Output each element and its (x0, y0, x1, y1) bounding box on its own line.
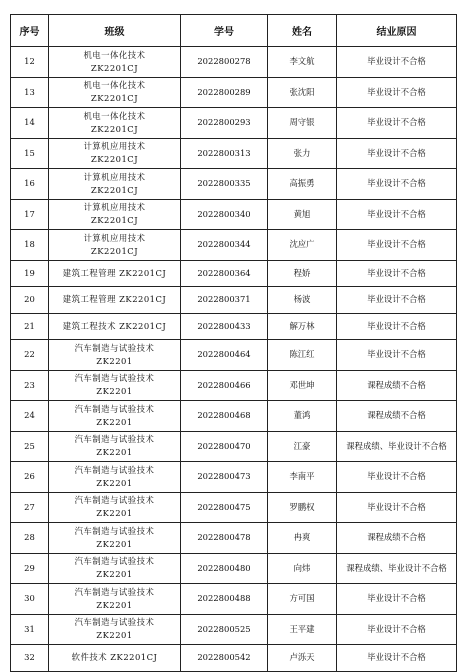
row-reason: 课程成绩不合格 (337, 523, 457, 554)
row-name: 张沈阳 (268, 77, 337, 108)
row-number: 22 (11, 340, 49, 371)
class-line: ZK2201CJ (90, 245, 139, 256)
row-number: 14 (11, 108, 49, 139)
row-class (49, 260, 181, 287)
row-student-id: 2022800473 (181, 462, 268, 493)
row-student-id: 2022800466 (181, 370, 268, 401)
row-name: 杨波 (268, 287, 337, 314)
table-row (11, 523, 457, 554)
graduation-table (10, 14, 457, 672)
row-class (49, 138, 181, 169)
table-row (11, 553, 457, 584)
row-class (49, 645, 181, 672)
class-line: ZK2201CJ (90, 93, 139, 104)
row-student-id: 2022800478 (181, 523, 268, 554)
table-row (11, 199, 457, 230)
table-row (11, 340, 457, 371)
row-number: 19 (11, 260, 49, 287)
row-number: 13 (11, 77, 49, 108)
table-row (11, 370, 457, 401)
header-class: 班级 (49, 15, 181, 47)
class-line: ZK2201 (96, 569, 133, 580)
class-line: ZK2201 (96, 447, 133, 458)
row-student-id: 2022800289 (181, 77, 268, 108)
row-name: 陈江红 (268, 340, 337, 371)
row-name: 邓世坤 (268, 370, 337, 401)
class-line: ZK2201 (96, 599, 133, 610)
class-line: ZK2201CJ (90, 123, 139, 134)
class-line: 汽车制造与试验技术 (74, 586, 155, 597)
class-line: 计算机应用技术 (83, 202, 146, 213)
row-class (49, 230, 181, 261)
row-class (49, 553, 181, 584)
row-number: 25 (11, 431, 49, 462)
table-row (11, 138, 457, 169)
row-number: 26 (11, 462, 49, 493)
row-class (49, 584, 181, 615)
class-line: ZK2201CJ (90, 184, 139, 195)
row-student-id: 2022800475 (181, 492, 268, 523)
row-student-id: 2022800468 (181, 401, 268, 432)
row-name: 李南平 (268, 462, 337, 493)
row-name: 李文航 (268, 47, 337, 78)
table-row (11, 230, 457, 261)
row-reason: 毕业设计不合格 (337, 199, 457, 230)
row-name: 程娇 (268, 260, 337, 287)
row-name: 方可国 (268, 584, 337, 615)
header-reason: 结业原因 (337, 15, 457, 47)
table-body (11, 47, 457, 672)
row-student-id: 2022800313 (181, 138, 268, 169)
row-class (49, 77, 181, 108)
class-line: ZK2201CJ (90, 62, 139, 73)
row-number: 23 (11, 370, 49, 401)
row-name: 冉爽 (268, 523, 337, 554)
table-row (11, 313, 457, 340)
table-row (11, 462, 457, 493)
row-name: 卢泺天 (268, 645, 337, 672)
table-row (11, 287, 457, 314)
class-line: 汽车制造与试验技术 (74, 464, 155, 475)
table-row (11, 108, 457, 139)
row-student-id: 2022800480 (181, 553, 268, 584)
class-line: ZK2201CJ (90, 215, 139, 226)
row-name: 黄旭 (268, 199, 337, 230)
row-number: 15 (11, 138, 49, 169)
row-class (49, 287, 181, 314)
header-name: 姓名 (268, 15, 337, 47)
row-number: 24 (11, 401, 49, 432)
class-line: ZK2201 (96, 630, 133, 641)
row-name: 解万林 (268, 313, 337, 340)
row-name: 董鸿 (268, 401, 337, 432)
class-line: ZK2201CJ (90, 154, 139, 165)
row-reason: 课程成绩、毕业设计不合格 (337, 431, 457, 462)
row-number: 32 (11, 645, 49, 672)
header-no: 序号 (11, 15, 49, 47)
row-number: 28 (11, 523, 49, 554)
row-class (49, 47, 181, 78)
class-line: 汽车制造与试验技术 (74, 495, 155, 506)
row-number: 29 (11, 553, 49, 584)
row-class (49, 614, 181, 645)
row-student-id: 2022800371 (181, 287, 268, 314)
row-number: 27 (11, 492, 49, 523)
row-class (49, 340, 181, 371)
class-line: ZK2201 (96, 386, 133, 397)
row-number: 18 (11, 230, 49, 261)
row-reason: 毕业设计不合格 (337, 584, 457, 615)
class-line: 机电一体化技术 (83, 49, 146, 60)
row-reason: 毕业设计不合格 (337, 169, 457, 200)
class-line: 汽车制造与试验技术 (74, 617, 155, 628)
row-number: 21 (11, 313, 49, 340)
class-line: ZK2201 (96, 477, 133, 488)
header-row (11, 15, 457, 47)
row-reason: 毕业设计不合格 (337, 47, 457, 78)
row-reason: 毕业设计不合格 (337, 492, 457, 523)
class-line: 计算机应用技术 (83, 232, 146, 243)
row-name: 罗鹏权 (268, 492, 337, 523)
row-reason: 毕业设计不合格 (337, 340, 457, 371)
row-student-id: 2022800340 (181, 199, 268, 230)
class-line: ZK2201 (96, 508, 133, 519)
class-line: ZK2201 (96, 416, 133, 427)
class-line: 汽车制造与试验技术 (74, 342, 155, 353)
row-class (49, 108, 181, 139)
row-reason: 毕业设计不合格 (337, 77, 457, 108)
class-line: ZK2201 (96, 538, 133, 549)
class-line: 软件技术 ZK2201CJ (71, 652, 158, 663)
class-line: 机电一体化技术 (83, 80, 146, 91)
row-student-id: 2022800344 (181, 230, 268, 261)
row-class (49, 199, 181, 230)
row-class (49, 462, 181, 493)
row-number: 16 (11, 169, 49, 200)
row-reason: 毕业设计不合格 (337, 614, 457, 645)
class-line: 建筑工程管理 ZK2201CJ (62, 267, 167, 278)
class-line: 汽车制造与试验技术 (74, 525, 155, 536)
row-student-id: 2022800488 (181, 584, 268, 615)
table-row (11, 401, 457, 432)
row-reason: 课程成绩不合格 (337, 370, 457, 401)
row-class (49, 169, 181, 200)
row-class (49, 401, 181, 432)
row-name: 沈应广 (268, 230, 337, 261)
row-number: 30 (11, 584, 49, 615)
row-number: 17 (11, 199, 49, 230)
class-line: 汽车制造与试验技术 (74, 373, 155, 384)
row-student-id: 2022800433 (181, 313, 268, 340)
class-line: 建筑工程技术 ZK2201CJ (62, 320, 167, 331)
table-row (11, 614, 457, 645)
class-line: 计算机应用技术 (83, 141, 146, 152)
row-name: 王平建 (268, 614, 337, 645)
row-student-id: 2022800542 (181, 645, 268, 672)
header-student-id: 学号 (181, 15, 268, 47)
table-row (11, 645, 457, 672)
row-number: 31 (11, 614, 49, 645)
row-student-id: 2022800525 (181, 614, 268, 645)
row-reason: 毕业设计不合格 (337, 138, 457, 169)
row-name: 张力 (268, 138, 337, 169)
row-reason: 课程成绩、毕业设计不合格 (337, 553, 457, 584)
class-line: 计算机应用技术 (83, 171, 146, 182)
row-class (49, 313, 181, 340)
class-line: ZK2201 (96, 355, 133, 366)
class-line: 汽车制造与试验技术 (74, 434, 155, 445)
table-row (11, 169, 457, 200)
row-class (49, 431, 181, 462)
row-reason: 毕业设计不合格 (337, 260, 457, 287)
row-name: 高振勇 (268, 169, 337, 200)
row-name: 周守银 (268, 108, 337, 139)
row-reason: 毕业设计不合格 (337, 645, 457, 672)
class-line: 机电一体化技术 (83, 110, 146, 121)
row-name: 向炜 (268, 553, 337, 584)
table-row (11, 77, 457, 108)
row-class (49, 370, 181, 401)
row-class (49, 492, 181, 523)
row-number: 12 (11, 47, 49, 78)
row-student-id: 2022800470 (181, 431, 268, 462)
table-row (11, 260, 457, 287)
row-number: 20 (11, 287, 49, 314)
row-student-id: 2022800278 (181, 47, 268, 78)
row-reason: 毕业设计不合格 (337, 287, 457, 314)
row-reason: 课程成绩不合格 (337, 401, 457, 432)
row-student-id: 2022800293 (181, 108, 268, 139)
row-name: 江豪 (268, 431, 337, 462)
row-class (49, 523, 181, 554)
class-line: 汽车制造与试验技术 (74, 556, 155, 567)
table-row (11, 47, 457, 78)
row-reason: 毕业设计不合格 (337, 313, 457, 340)
row-student-id: 2022800464 (181, 340, 268, 371)
row-student-id: 2022800364 (181, 260, 268, 287)
class-line: 建筑工程管理 ZK2201CJ (62, 294, 167, 305)
table-row (11, 431, 457, 462)
row-reason: 毕业设计不合格 (337, 462, 457, 493)
row-reason: 毕业设计不合格 (337, 230, 457, 261)
class-line: 汽车制造与试验技术 (74, 403, 155, 414)
table-row (11, 584, 457, 615)
table-row (11, 492, 457, 523)
row-reason: 毕业设计不合格 (337, 108, 457, 139)
row-student-id: 2022800335 (181, 169, 268, 200)
